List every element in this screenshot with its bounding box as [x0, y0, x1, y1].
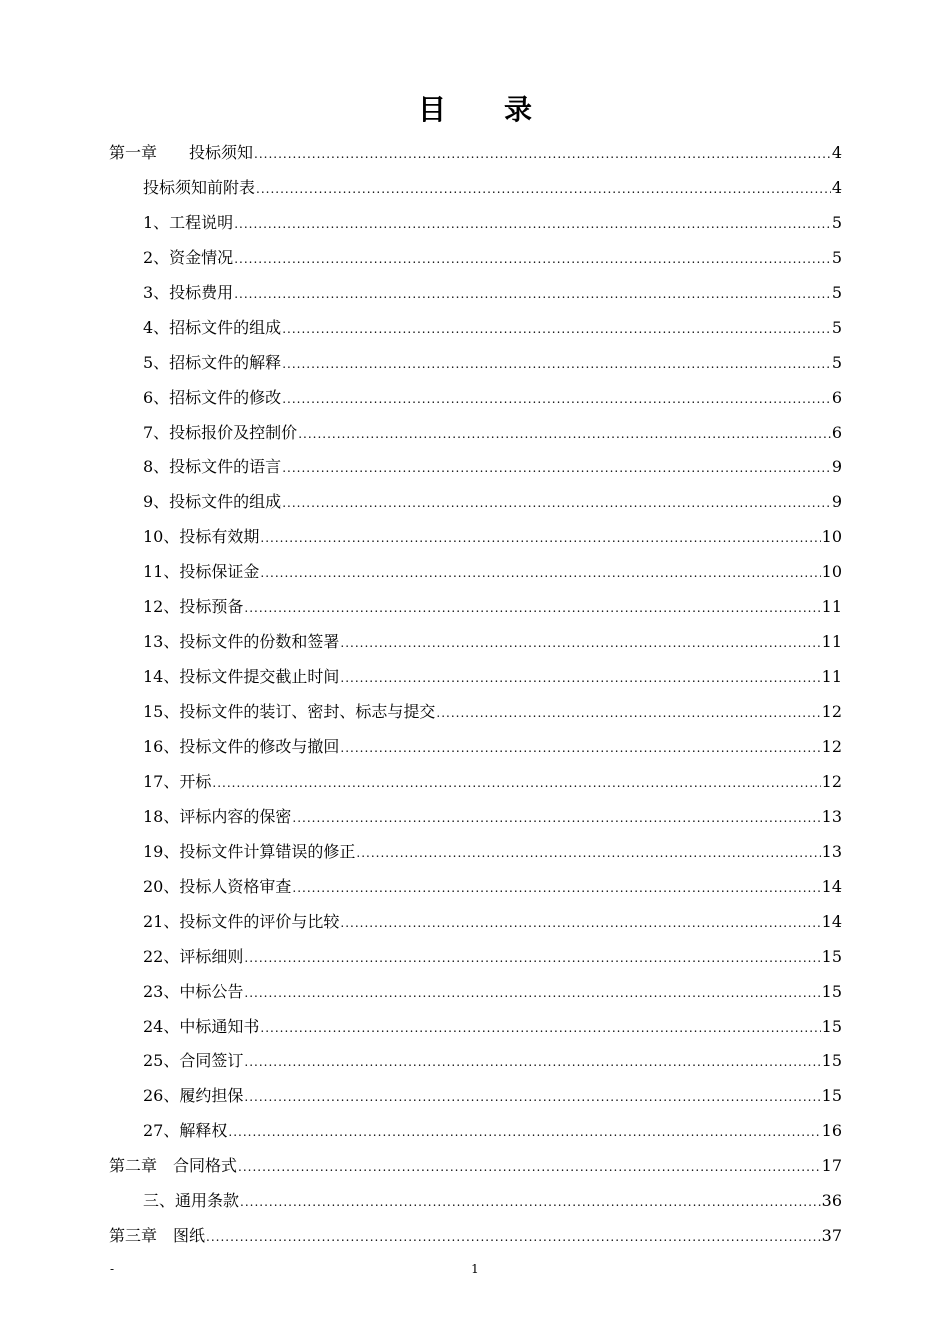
toc-entry-page: 15 [821, 981, 842, 1001]
toc-leader-dots [260, 521, 820, 555]
toc-entry[interactable] [143, 1010, 842, 1044]
toc-entry-label: 5、招标文件的解释 [143, 352, 282, 372]
toc-entry-page: 17 [821, 1156, 842, 1176]
toc-entry[interactable] [143, 835, 842, 869]
toc-entry[interactable] [143, 381, 842, 415]
toc-entry[interactable] [143, 625, 842, 659]
toc-leader-dots [340, 731, 820, 765]
toc-entry[interactable] [143, 276, 842, 310]
toc-entry-page: 11 [821, 632, 842, 652]
toc-entry-label: 第三章 图纸 [109, 1226, 206, 1246]
toc-entry[interactable] [143, 241, 842, 275]
toc-leader-dots [340, 626, 820, 660]
toc-entry-label: 24、中标通知书 [143, 1016, 260, 1036]
toc-entry-label: 19、投标文件计算错误的修正 [143, 841, 356, 861]
toc-entry-page: 9 [831, 457, 842, 477]
toc-entry[interactable] [143, 520, 842, 554]
toc-entry-page: 16 [821, 1121, 842, 1141]
toc-entry-page: 36 [821, 1191, 842, 1211]
toc-entry-label: 15、投标文件的装订、密封、标志与提交 [143, 702, 436, 722]
toc-entry-label: 16、投标文件的修改与撤回 [143, 736, 340, 756]
toc-entry-page: 14 [821, 911, 842, 931]
toc-leader-dots [244, 1080, 820, 1114]
toc-leader-dots [238, 1150, 821, 1184]
toc-entry[interactable] [143, 485, 842, 519]
toc-entry[interactable] [143, 555, 842, 589]
toc-entry-page: 15 [821, 1016, 842, 1036]
toc-leader-dots [260, 1011, 820, 1045]
toc-entry-label: 11、投标保证金 [143, 562, 260, 582]
toc-entry-label: 12、投标预备 [143, 597, 244, 617]
toc-leader-dots [282, 451, 831, 485]
toc-entry-label: 9、投标文件的组成 [143, 492, 282, 512]
toc-entry-page: 15 [821, 946, 842, 966]
toc-entry-page: 6 [831, 387, 842, 407]
toc-leader-dots [234, 277, 831, 311]
toc-entry-page: 5 [831, 282, 842, 302]
toc-entry-label: 26、履约担保 [143, 1086, 244, 1106]
toc-entry-label: 22、评标细则 [143, 946, 244, 966]
toc-leader-dots [228, 1115, 820, 1149]
toc-leader-dots [234, 207, 831, 241]
toc-leader-dots [212, 766, 820, 800]
toc-entry[interactable] [143, 311, 842, 345]
toc-entry[interactable] [143, 905, 842, 939]
toc-leader-dots [234, 242, 831, 276]
toc-entry[interactable] [143, 1184, 842, 1218]
toc-entry-label: 7、投标报价及控制价 [143, 422, 298, 442]
toc-entry-page: 4 [831, 177, 842, 197]
toc-entry-label: 27、解释权 [143, 1121, 228, 1141]
toc-leader-dots [260, 556, 820, 590]
toc-entry-page: 6 [831, 422, 842, 442]
toc-leader-dots [240, 1185, 821, 1219]
toc-entry-label: 3、投标费用 [143, 282, 234, 302]
toc-entry[interactable] [143, 416, 842, 450]
toc-leader-dots [282, 382, 831, 416]
toc-entry[interactable] [143, 800, 842, 834]
toc-entry[interactable] [143, 450, 842, 484]
toc-entry-page: 15 [821, 1086, 842, 1106]
toc-entry-label: 13、投标文件的份数和签署 [143, 632, 340, 652]
toc-entry-page: 37 [821, 1226, 842, 1246]
page-title [0, 88, 950, 128]
toc-leader-dots [340, 906, 820, 940]
toc-entry[interactable] [109, 136, 842, 170]
toc-entry[interactable] [109, 1219, 842, 1253]
toc-entry[interactable] [143, 1114, 842, 1148]
toc-entry-label: 18、评标内容的保密 [143, 806, 292, 826]
toc-leader-dots [282, 347, 831, 381]
title-char-2: 录 [504, 93, 533, 126]
toc-entry[interactable] [143, 1079, 842, 1113]
toc-entry-page: 12 [821, 702, 842, 722]
toc-leader-dots [256, 172, 831, 206]
toc-entry-page: 13 [821, 806, 842, 826]
toc-entry-label: 第二章 合同格式 [109, 1156, 238, 1176]
toc-entry-page: 15 [821, 1051, 842, 1071]
toc-leader-dots [282, 486, 831, 520]
toc-entry-label: 6、招标文件的修改 [143, 387, 282, 407]
toc-entry[interactable] [143, 765, 842, 799]
toc-leader-dots [244, 976, 820, 1010]
toc-entry-label: 投标须知前附表 [143, 177, 256, 197]
toc-entry[interactable] [109, 1149, 842, 1183]
toc-leader-dots [206, 1220, 821, 1254]
toc-leader-dots [356, 836, 820, 870]
toc-entry-page: 9 [831, 492, 842, 512]
toc-entry-label: 三、通用条款 [143, 1191, 240, 1211]
toc-entry[interactable] [143, 206, 842, 240]
toc-entry[interactable] [143, 590, 842, 624]
toc-entry-label: 1、工程说明 [143, 212, 234, 232]
toc-entry[interactable] [143, 730, 842, 764]
toc-entry-label: 21、投标文件的评价与比较 [143, 911, 340, 931]
toc-entry-label: 25、合同签订 [143, 1051, 244, 1071]
toc-entry-label: 20、投标人资格审查 [143, 876, 292, 896]
toc-leader-dots [244, 1045, 820, 1079]
toc-entry-page: 5 [831, 317, 842, 337]
toc-entry-page: 13 [821, 841, 842, 861]
title-char-1: 目 [417, 93, 446, 126]
toc-leader-dots [436, 696, 820, 730]
toc-entry-label: 23、中标公告 [143, 981, 244, 1001]
toc-entry[interactable] [143, 171, 842, 205]
toc-entry[interactable] [143, 1044, 842, 1078]
toc-entry-page: 5 [831, 352, 842, 372]
toc-entry-label: 4、招标文件的组成 [143, 317, 282, 337]
toc-entry[interactable] [143, 975, 842, 1009]
toc-entry-page: 12 [821, 736, 842, 756]
toc-entry-page: 4 [831, 143, 842, 162]
toc-entry-page: 12 [821, 771, 842, 791]
toc-leader-dots [292, 871, 820, 905]
toc-entry-label: 14、投标文件提交截止时间 [143, 667, 340, 687]
toc-leader-dots [282, 312, 831, 346]
toc-entry-label: 8、投标文件的语言 [143, 457, 282, 477]
toc-entry-page: 5 [831, 212, 842, 232]
toc-entry[interactable] [143, 695, 842, 729]
toc-entry-label: 10、投标有效期 [143, 527, 260, 547]
toc-entry-page: 11 [821, 667, 842, 687]
toc-entry[interactable] [143, 940, 842, 974]
toc-entry[interactable] [143, 346, 842, 380]
toc-entry-label: 17、开标 [143, 771, 212, 791]
toc-entry-label: 2、资金情况 [143, 247, 234, 267]
toc-leader-dots [298, 417, 831, 451]
toc-entry-page: 14 [821, 876, 842, 896]
toc-leader-dots [244, 941, 820, 975]
toc-entry-label: 第一章 投标须知 [109, 143, 254, 162]
toc-leader-dots [254, 137, 831, 171]
toc-leader-dots [244, 591, 820, 625]
toc-entry-page: 5 [831, 247, 842, 267]
toc-entry-page: 10 [821, 527, 842, 547]
footer-page-number: 1 [471, 1262, 479, 1276]
toc-entry-page: 10 [821, 562, 842, 582]
toc-entry[interactable] [143, 870, 842, 904]
toc-entry[interactable] [143, 660, 842, 694]
footer-dash: - [110, 1262, 115, 1276]
toc-entry-page: 11 [821, 597, 842, 617]
toc-leader-dots [340, 661, 820, 695]
toc-leader-dots [292, 801, 820, 835]
